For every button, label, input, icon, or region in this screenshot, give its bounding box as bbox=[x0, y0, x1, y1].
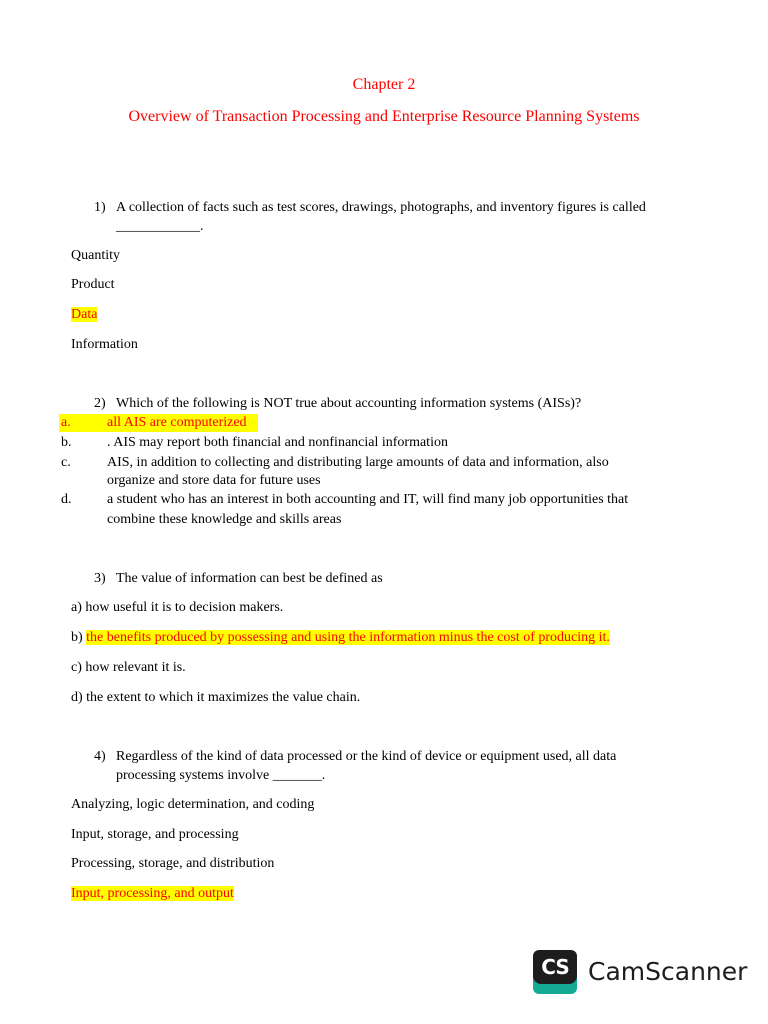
question-1-number: 1) bbox=[94, 200, 106, 215]
q4-option-3: Processing, storage, and distribution bbox=[71, 856, 275, 871]
q3-option-c: c) how relevant it is. bbox=[71, 660, 186, 675]
q2-option-d-label: d. bbox=[61, 492, 72, 507]
camscanner-logo-text: CS bbox=[533, 950, 577, 984]
question-2-number: 2) bbox=[94, 396, 106, 411]
q3-option-b-prefix: b) bbox=[71, 630, 87, 645]
q2-option-c-text-cont: organize and store data for future uses bbox=[107, 473, 321, 488]
camscanner-logo-icon bbox=[533, 950, 577, 994]
chapter-title: Overview of Transaction Processing and Enterprise Resource Planning Systems bbox=[128, 108, 640, 125]
q3-option-b bbox=[71, 629, 610, 647]
q4-option-2: Input, storage, and processing bbox=[71, 827, 239, 842]
question-3 bbox=[94, 570, 383, 588]
chapter-heading: Chapter 2 bbox=[352, 76, 416, 93]
q3-answer-highlight: the benefits produced by possessing and using the information minus the cost of producing it. bbox=[86, 630, 610, 645]
question-4-text-cont: processing systems involve _______. bbox=[116, 768, 326, 783]
q2-option-a-label: a. bbox=[61, 415, 71, 430]
q2-option-a-answer bbox=[59, 414, 258, 432]
q2-option-a-text: all AIS are computerized bbox=[107, 415, 247, 430]
q1-option-quantity: Quantity bbox=[71, 248, 120, 263]
q1-option-data-answer bbox=[71, 306, 97, 324]
q3-option-a: a) how useful it is to decision makers. bbox=[71, 600, 284, 615]
question-4-text: Regardless of the kind of data processed or the kind of device or equipment used, all data bbox=[116, 749, 617, 764]
question-4-number: 4) bbox=[94, 749, 106, 764]
q2-option-b-text: . AIS may report both financial and nonfinancial information bbox=[107, 435, 448, 450]
q2-option-c-text: AIS, in addition to collecting and distributing large amounts of data and information, also bbox=[107, 455, 609, 470]
q4-option-4-answer bbox=[71, 885, 234, 903]
question-2 bbox=[94, 395, 581, 413]
q1-option-information: Information bbox=[71, 337, 138, 352]
question-2-text: Which of the following is NOT true about accounting information systems (AISs)? bbox=[116, 396, 582, 411]
question-1-blank: ____________. bbox=[116, 219, 204, 234]
q2-option-b-label: b. bbox=[61, 435, 72, 450]
q4-answer-highlight: Input, processing, and output bbox=[71, 886, 234, 901]
q1-option-product: Product bbox=[71, 277, 115, 292]
camscanner-brand-name: CamScanner bbox=[588, 957, 748, 986]
q4-option-1: Analyzing, logic determination, and coding bbox=[71, 797, 315, 812]
q1-answer-highlight: Data bbox=[71, 307, 98, 322]
question-1 bbox=[94, 199, 646, 217]
q2-option-d-text: a student who has an interest in both accounting and IT, will find many job opportunities that bbox=[107, 492, 629, 507]
q3-option-d: d) the extent to which it maximizes the value chain. bbox=[71, 690, 361, 705]
q2-option-c-label: c. bbox=[61, 455, 71, 470]
q2-option-d-text-cont: combine these knowledge and skills areas bbox=[107, 512, 342, 527]
question-1-text: A collection of facts such as test scores, drawings, photographs, and inventory figures is called bbox=[116, 200, 646, 215]
question-3-text: The value of information can best be defined as bbox=[116, 571, 383, 586]
question-4 bbox=[94, 748, 616, 766]
question-3-number: 3) bbox=[94, 571, 106, 586]
